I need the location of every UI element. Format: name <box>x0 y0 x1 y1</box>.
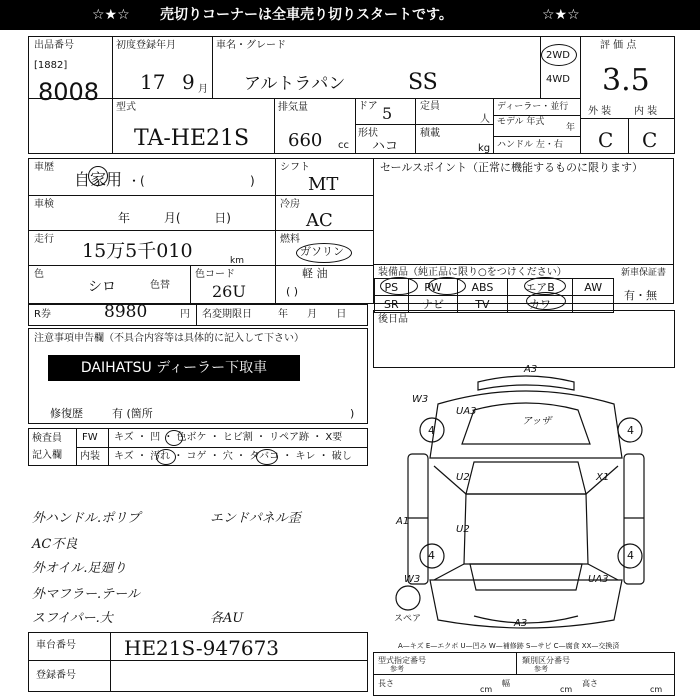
shape-label: 形状 <box>358 128 378 139</box>
front-bumper <box>478 376 574 390</box>
dmg-x1: X1 <box>596 472 610 483</box>
model-year-unit: 年 <box>566 123 576 133</box>
color-value: シロ <box>88 279 116 295</box>
left-side <box>408 454 428 584</box>
history-paren-close: ) <box>250 174 255 188</box>
tax-label: 名変期限日 <box>202 309 252 320</box>
type-label: 型式 <box>116 102 136 113</box>
windshield <box>466 462 586 494</box>
handle-label: ハンドル 左・右 <box>497 140 563 150</box>
door-label: ドア <box>358 101 378 112</box>
fuel-label: 燃料 <box>280 234 300 245</box>
diagram-legend: A—キズ E—エクボ U—凹み W—補修跡 S—サビ C—腐食 XX—交換済 <box>398 642 620 650</box>
int-mark-circle-2 <box>256 449 278 465</box>
remark-1: 外ハンドル.ポリプ <box>32 511 141 526</box>
ext-value: C <box>598 128 614 152</box>
inspector-label-2: 記入欄 <box>32 450 62 461</box>
equip-pw: PW <box>408 279 458 296</box>
history-paren-open: ・( <box>128 174 145 188</box>
ac-value: AC <box>306 210 333 231</box>
repair-close: ) <box>350 407 355 420</box>
int-mark-circle-1 <box>156 449 176 465</box>
equip-tv: TV <box>458 296 507 313</box>
equip-leather: カワ <box>507 296 573 313</box>
inspector-int-text: キズ ・ 汚れ ・ コゲ ・ 穴 ・ タバコ ・ キレ ・ 破し <box>114 451 352 462</box>
fuel-value-2: 軽 油 <box>302 267 328 280</box>
footer-length-label: 長さ <box>378 679 394 688</box>
score-value: 3.5 <box>602 63 650 98</box>
int-value: C <box>642 128 658 152</box>
remark-3: 外オイル.足廻り <box>32 561 127 576</box>
fuel-paren: ( ) <box>286 285 299 298</box>
equip-sr: SR <box>375 296 409 313</box>
equip-aw: AW <box>573 279 614 296</box>
shift-value: MT <box>308 174 339 195</box>
recycle-unit: 円 <box>180 309 190 320</box>
disp-value: 660 <box>288 130 323 151</box>
sales-label: セールスポイント（正常に機能するものに限ります） <box>380 161 644 174</box>
chassis-label: 車台番号 <box>36 640 76 651</box>
capacity-unit: 人 <box>480 114 490 125</box>
dmg-a3-top: A3 <box>524 364 538 375</box>
footer-cm-1: cm <box>480 685 493 694</box>
repaint-label: 色替 <box>150 280 170 291</box>
model-year-label: モデル 年式 <box>497 117 545 127</box>
footer-height-label: 高さ <box>582 679 598 688</box>
dmg-w3-rear: W3 <box>404 574 421 585</box>
mileage-value: 15万5千010 <box>82 240 193 262</box>
footer-ref2-label: 参考 <box>534 665 548 673</box>
first-reg-unit: 月 <box>198 84 208 95</box>
footer-class-label: 類別区分番号 <box>522 656 570 665</box>
inspector-fw-label: FW <box>82 432 98 443</box>
banner-stars-left: ☆★☆ <box>92 7 130 23</box>
first-reg-month: 9 <box>182 70 195 94</box>
inspection-label: 車検 <box>34 199 54 210</box>
dmg-a3-rear: A3 <box>514 618 528 629</box>
footer-type-label: 型式指定番号 <box>378 656 426 665</box>
remark-2: AC不良 <box>32 537 78 552</box>
dmg-wheel-fr: 4 <box>627 424 634 437</box>
history-value: 自家用 <box>74 170 123 189</box>
color-code-value: 26U <box>212 282 246 301</box>
car-diagram <box>378 368 674 640</box>
drive-2wd-circle <box>541 44 577 66</box>
load-unit: kg <box>478 143 491 154</box>
equip-ps: PS <box>375 279 409 296</box>
drive-2wd: 2WD <box>546 50 570 61</box>
dmg-ua3-rear: UA3 <box>588 574 609 585</box>
dmg-wheel-rl: 4 <box>428 549 435 562</box>
registration-label: 登録番号 <box>36 670 76 681</box>
warranty-value: 有・無 <box>624 289 657 302</box>
equip-abs: ABS <box>458 279 507 296</box>
inspector-fw-text: キズ ・ 凹 ・ 色ボケ ・ ヒビ割 ・ リペア跡 ・ X要 <box>114 432 343 443</box>
model-grade: SS <box>408 70 438 95</box>
equip-airbag: エアB <box>507 279 573 296</box>
remark-4: 外マフラー.テール <box>32 587 140 602</box>
equip-leather-circle <box>526 292 566 310</box>
equip-navi: ナビ <box>408 296 458 313</box>
banner <box>0 0 700 30</box>
disp-unit: cc <box>338 140 349 151</box>
spare-wheel <box>396 586 420 610</box>
spare-label: スペア <box>394 614 422 624</box>
tax-text: 年 月 日 <box>278 309 347 320</box>
drive-4wd: 4WD <box>546 74 570 85</box>
lot-number: 8008 <box>38 78 100 106</box>
dmg-ua3: UA3 <box>456 406 477 417</box>
history-circle <box>88 166 108 186</box>
later-input-label: 後日品 <box>378 314 408 325</box>
footer-cm-3: cm <box>650 685 663 694</box>
recycle-value: 8980 <box>104 302 148 322</box>
fuel-circle <box>296 243 352 263</box>
door-value: 5 <box>382 104 393 123</box>
remark-right-5: 各AU <box>210 611 244 626</box>
equip-pw-circle <box>428 277 466 295</box>
mileage-unit: km <box>230 256 244 266</box>
dmg-u2-left: U2 <box>456 472 470 483</box>
dmg-w3-left: W3 <box>412 394 429 405</box>
lot-label: 出品番号 <box>34 40 74 51</box>
footer-ref-label: 参考 <box>390 665 404 673</box>
model-label: 車名・グレード <box>216 40 286 51</box>
fuel-value-1: ガソリン <box>300 245 344 258</box>
inspector-int-label: 内装 <box>80 451 100 462</box>
remark-5: スフイパー.大 <box>32 611 113 626</box>
shape-value: ハコ <box>372 139 399 154</box>
ext-label: 外 装 <box>588 106 612 117</box>
repair-label: 修復歴 <box>50 407 83 420</box>
recycle-label: R券 <box>34 309 51 320</box>
capacity-label: 定員 <box>420 101 440 112</box>
roof <box>464 494 588 564</box>
dmg-wheel-fl: 4 <box>428 424 435 437</box>
warranty-label: 新車保証書 <box>621 268 667 278</box>
score-label: 評 価 点 <box>600 40 637 51</box>
equipment-label: 装備品（純正品に限り○をつけください） <box>378 267 567 278</box>
dmg-a1: A1 <box>396 516 410 527</box>
repair-text: 有 (箇所 <box>112 407 153 420</box>
chassis-value: HE21S-947673 <box>124 636 280 660</box>
color-label: 色 <box>34 269 44 280</box>
remark-right-1: エンドパネル歪 <box>210 511 301 526</box>
type-value: TA-HE21S <box>134 126 250 151</box>
footer-width-label: 幅 <box>502 679 510 688</box>
shift-label: シフト <box>280 162 310 173</box>
model-name: アルトラパン <box>244 74 346 94</box>
first-reg-label: 初度登録年月 <box>116 40 176 51</box>
equip-ps-circle <box>380 277 418 295</box>
notes-label: 注意事項申告欄（不具合内容等は具体的に記入して下さい） <box>34 333 304 344</box>
ac-label: 冷房 <box>280 199 300 210</box>
mileage-label: 走行 <box>34 234 54 245</box>
banner-text: 売切りコーナーは全車売り切りスタートです。 <box>160 7 453 23</box>
footer-cm-2: cm <box>560 685 573 694</box>
dmg-hood: アッザ <box>522 416 552 427</box>
dealer-label: ディーラー・並行 <box>497 102 569 112</box>
right-side <box>624 454 644 584</box>
inspection-text: 年 月( 日) <box>118 211 231 225</box>
inspector-label-1: 検査員 <box>32 433 62 444</box>
dmg-u2-door: U2 <box>456 524 470 535</box>
dealer-badge: DAIHATSU ディーラー下取車 <box>48 355 300 381</box>
banner-stars-right: ☆★☆ <box>542 7 580 23</box>
disp-label: 排気量 <box>278 102 308 113</box>
lot-sub: [1882] <box>34 60 68 71</box>
int-label: 内 装 <box>634 106 658 117</box>
load-label: 積載 <box>420 128 440 139</box>
history-label: 車歴 <box>34 162 54 173</box>
dmg-wheel-rr: 4 <box>627 549 634 562</box>
first-reg-year: 17 <box>140 70 166 94</box>
color-code-label: 色コード <box>195 269 235 280</box>
later-input-box <box>373 310 675 368</box>
fw-mark-circle <box>165 430 183 446</box>
rear-window <box>470 564 582 590</box>
